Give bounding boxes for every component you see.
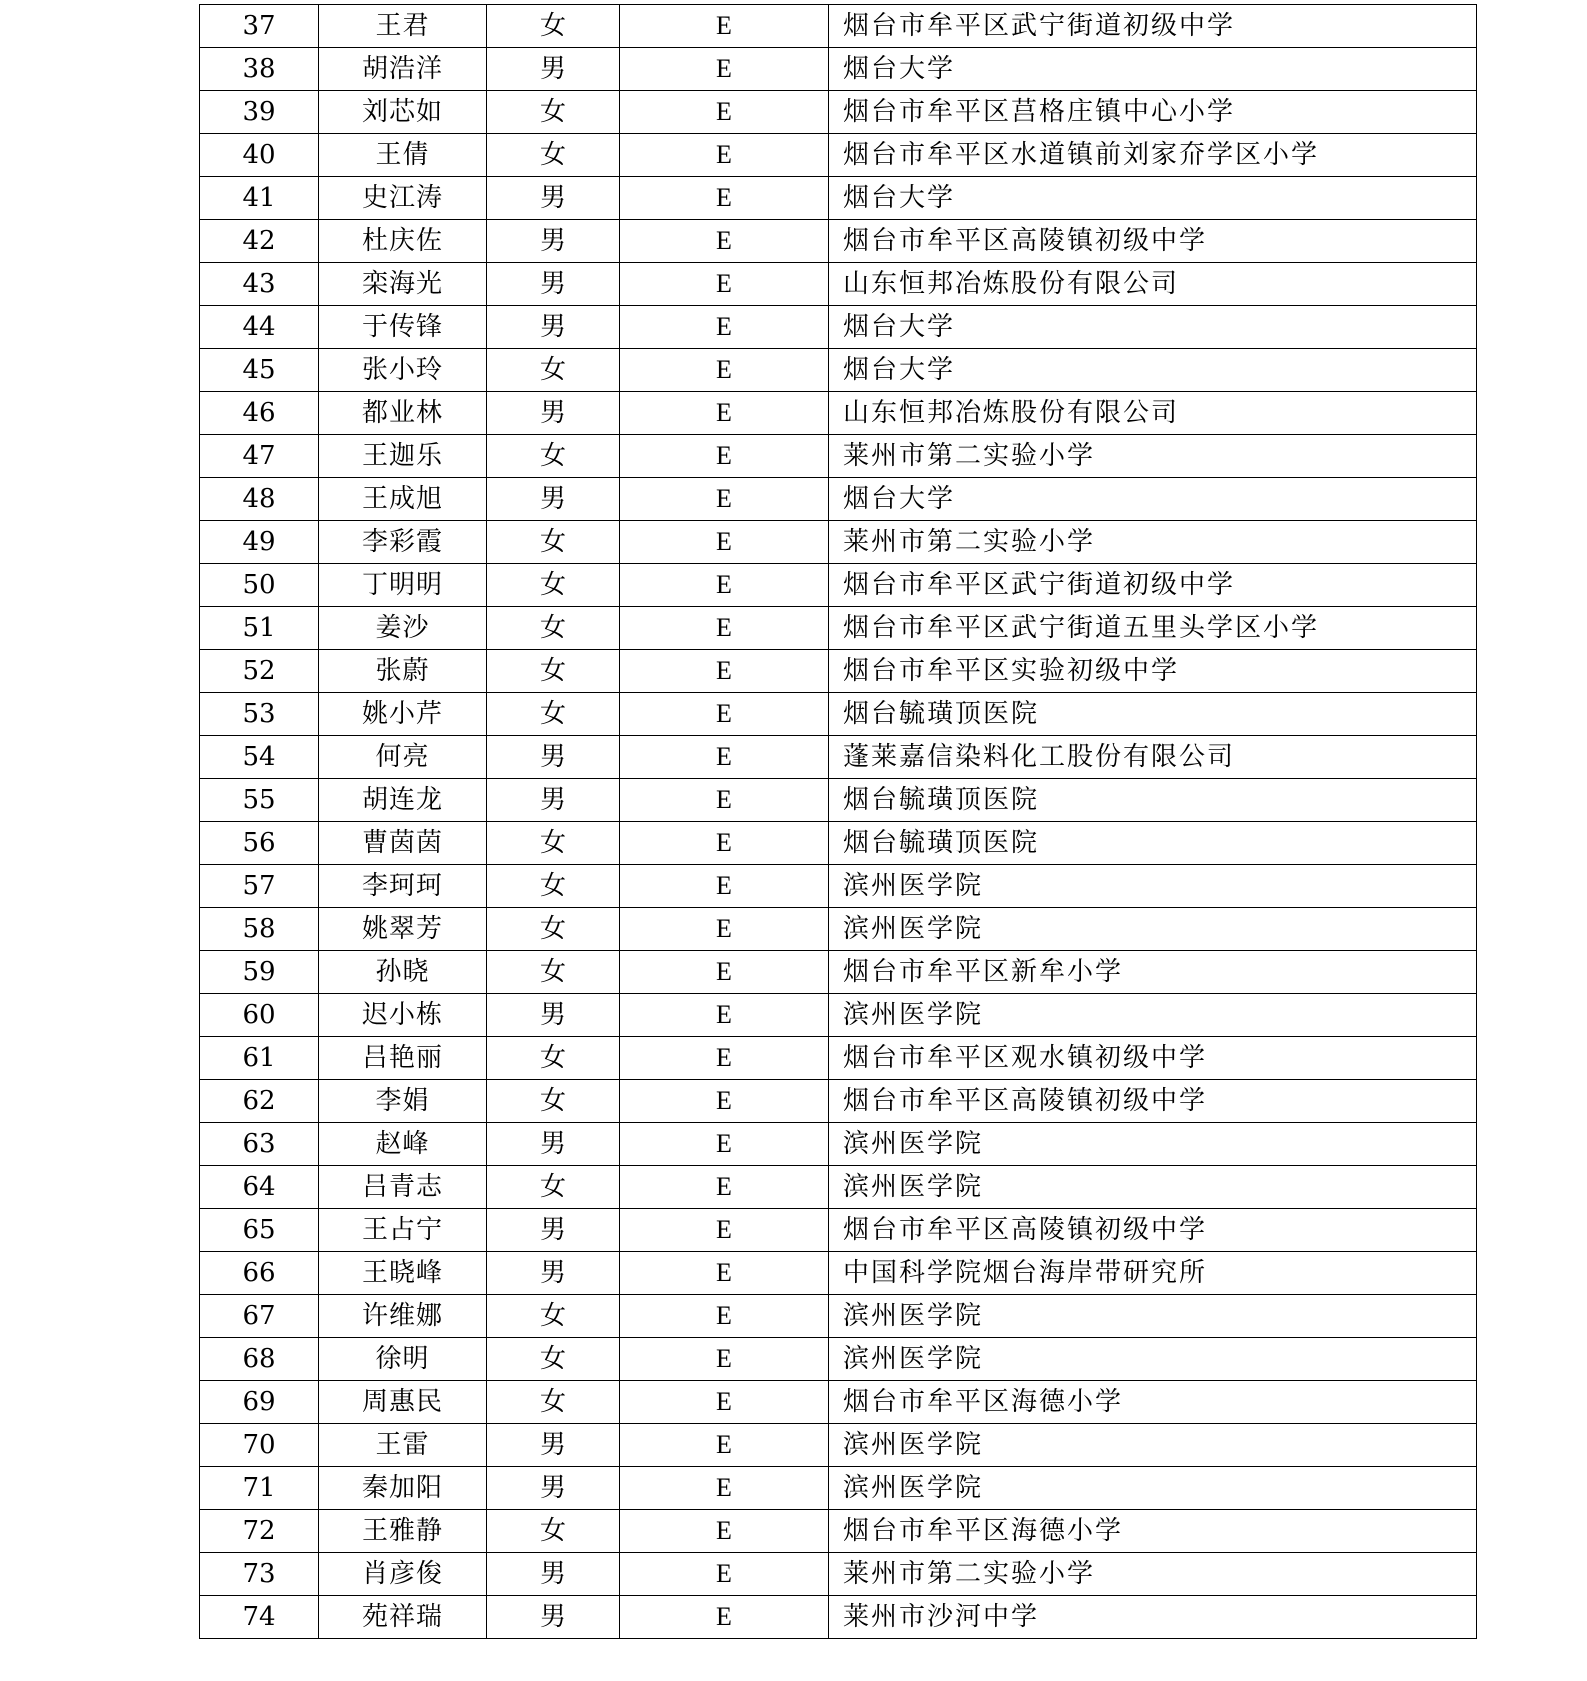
organization-cell: 烟台毓璜顶医院	[829, 822, 1477, 865]
organization-cell: 烟台市牟平区高陵镇初级中学	[829, 1080, 1477, 1123]
person-name: 张蔚	[319, 650, 487, 693]
person-name: 孙晓	[319, 951, 487, 994]
row-number: 50	[200, 564, 319, 607]
person-name: 王雅静	[319, 1510, 487, 1553]
grade-cell: E	[620, 91, 829, 134]
row-number: 44	[200, 306, 319, 349]
person-name: 姚翠芳	[319, 908, 487, 951]
person-name: 秦加阳	[319, 1467, 487, 1510]
organization-cell: 山东恒邦冶炼股份有限公司	[829, 263, 1477, 306]
person-name: 苑祥瑞	[319, 1596, 487, 1639]
gender-cell: 女	[487, 908, 620, 951]
row-number: 52	[200, 650, 319, 693]
gender-cell: 男	[487, 736, 620, 779]
grade-cell: E	[620, 865, 829, 908]
table-row	[200, 349, 1477, 392]
gender-cell: 女	[487, 521, 620, 564]
table-row	[200, 478, 1477, 521]
organization-cell: 滨州医学院	[829, 1424, 1477, 1467]
grade-cell: E	[620, 607, 829, 650]
gender-cell: 女	[487, 693, 620, 736]
row-number: 43	[200, 263, 319, 306]
organization-cell: 烟台毓璜顶医院	[829, 779, 1477, 822]
gender-cell: 女	[487, 1080, 620, 1123]
person-name: 肖彦俊	[319, 1553, 487, 1596]
organization-cell: 滨州医学院	[829, 1295, 1477, 1338]
person-name: 史江涛	[319, 177, 487, 220]
person-name: 曹茵茵	[319, 822, 487, 865]
table-row	[200, 1166, 1477, 1209]
row-number: 58	[200, 908, 319, 951]
grade-cell: E	[620, 1037, 829, 1080]
table-row	[200, 736, 1477, 779]
table-row	[200, 1424, 1477, 1467]
row-number: 51	[200, 607, 319, 650]
row-number: 74	[200, 1596, 319, 1639]
person-name: 吕青志	[319, 1166, 487, 1209]
organization-cell: 滨州医学院	[829, 1338, 1477, 1381]
person-name: 丁明明	[319, 564, 487, 607]
organization-cell: 莱州市沙河中学	[829, 1596, 1477, 1639]
row-number: 65	[200, 1209, 319, 1252]
table-row	[200, 1209, 1477, 1252]
grade-cell: E	[620, 48, 829, 91]
organization-cell: 蓬莱嘉信染料化工股份有限公司	[829, 736, 1477, 779]
table-row	[200, 908, 1477, 951]
gender-cell: 女	[487, 1338, 620, 1381]
person-name: 王晓峰	[319, 1252, 487, 1295]
table-row	[200, 1252, 1477, 1295]
person-name: 王成旭	[319, 478, 487, 521]
organization-cell: 烟台大学	[829, 478, 1477, 521]
row-number: 70	[200, 1424, 319, 1467]
table-row	[200, 564, 1477, 607]
person-name: 胡连龙	[319, 779, 487, 822]
organization-cell: 烟台市牟平区高陵镇初级中学	[829, 220, 1477, 263]
organization-cell: 莱州市第二实验小学	[829, 435, 1477, 478]
gender-cell: 男	[487, 1424, 620, 1467]
gender-cell: 男	[487, 1467, 620, 1510]
grade-cell: E	[620, 263, 829, 306]
roster-body	[200, 5, 1477, 1639]
organization-cell: 滨州医学院	[829, 1123, 1477, 1166]
grade-cell: E	[620, 1424, 829, 1467]
person-name: 胡浩洋	[319, 48, 487, 91]
row-number: 61	[200, 1037, 319, 1080]
person-name: 王君	[319, 5, 487, 48]
organization-cell: 烟台市牟平区高陵镇初级中学	[829, 1209, 1477, 1252]
row-number: 46	[200, 392, 319, 435]
row-number: 38	[200, 48, 319, 91]
gender-cell: 女	[487, 564, 620, 607]
row-number: 48	[200, 478, 319, 521]
row-number: 42	[200, 220, 319, 263]
grade-cell: E	[620, 1166, 829, 1209]
grade-cell: E	[620, 736, 829, 779]
person-name: 王雷	[319, 1424, 487, 1467]
gender-cell: 女	[487, 951, 620, 994]
person-name: 李彩霞	[319, 521, 487, 564]
organization-cell: 滨州医学院	[829, 1467, 1477, 1510]
gender-cell: 女	[487, 91, 620, 134]
person-name: 姚小芹	[319, 693, 487, 736]
grade-cell: E	[620, 478, 829, 521]
grade-cell: E	[620, 177, 829, 220]
organization-cell: 烟台市牟平区武宁街道初级中学	[829, 564, 1477, 607]
table-row	[200, 607, 1477, 650]
grade-cell: E	[620, 1080, 829, 1123]
row-number: 72	[200, 1510, 319, 1553]
row-number: 59	[200, 951, 319, 994]
organization-cell: 烟台大学	[829, 349, 1477, 392]
organization-cell: 烟台市牟平区海德小学	[829, 1381, 1477, 1424]
table-row	[200, 1510, 1477, 1553]
table-row	[200, 1338, 1477, 1381]
table-row	[200, 48, 1477, 91]
table-row	[200, 5, 1477, 48]
gender-cell: 女	[487, 650, 620, 693]
roster-table	[199, 4, 1477, 1639]
row-number: 41	[200, 177, 319, 220]
gender-cell: 男	[487, 306, 620, 349]
row-number: 68	[200, 1338, 319, 1381]
grade-cell: E	[620, 1467, 829, 1510]
gender-cell: 女	[487, 822, 620, 865]
gender-cell: 男	[487, 263, 620, 306]
gender-cell: 女	[487, 1295, 620, 1338]
grade-cell: E	[620, 1510, 829, 1553]
organization-cell: 莱州市第二实验小学	[829, 1553, 1477, 1596]
organization-cell: 中国科学院烟台海岸带研究所	[829, 1252, 1477, 1295]
row-number: 64	[200, 1166, 319, 1209]
gender-cell: 女	[487, 435, 620, 478]
grade-cell: E	[620, 951, 829, 994]
gender-cell: 男	[487, 392, 620, 435]
grade-cell: E	[620, 994, 829, 1037]
organization-cell: 烟台市牟平区实验初级中学	[829, 650, 1477, 693]
table-row	[200, 1596, 1477, 1639]
table-row	[200, 263, 1477, 306]
table-row	[200, 1295, 1477, 1338]
gender-cell: 男	[487, 1209, 620, 1252]
grade-cell: E	[620, 220, 829, 263]
person-name: 何亮	[319, 736, 487, 779]
grade-cell: E	[620, 908, 829, 951]
gender-cell: 男	[487, 1596, 620, 1639]
gender-cell: 男	[487, 478, 620, 521]
row-number: 69	[200, 1381, 319, 1424]
gender-cell: 女	[487, 1510, 620, 1553]
table-row	[200, 1553, 1477, 1596]
person-name: 周惠民	[319, 1381, 487, 1424]
row-number: 57	[200, 865, 319, 908]
person-name: 赵峰	[319, 1123, 487, 1166]
grade-cell: E	[620, 392, 829, 435]
organization-cell: 烟台大学	[829, 48, 1477, 91]
person-name: 杜庆佐	[319, 220, 487, 263]
table-row	[200, 1037, 1477, 1080]
table-row	[200, 650, 1477, 693]
grade-cell: E	[620, 134, 829, 177]
table-row	[200, 220, 1477, 263]
grade-cell: E	[620, 521, 829, 564]
table-row	[200, 865, 1477, 908]
person-name: 王迦乐	[319, 435, 487, 478]
person-name: 都业林	[319, 392, 487, 435]
gender-cell: 男	[487, 220, 620, 263]
grade-cell: E	[620, 1295, 829, 1338]
gender-cell: 女	[487, 134, 620, 177]
table-row	[200, 822, 1477, 865]
row-number: 45	[200, 349, 319, 392]
person-name: 于传锋	[319, 306, 487, 349]
person-name: 刘芯如	[319, 91, 487, 134]
grade-cell: E	[620, 650, 829, 693]
gender-cell: 男	[487, 994, 620, 1037]
gender-cell: 女	[487, 607, 620, 650]
table-row	[200, 392, 1477, 435]
row-number: 55	[200, 779, 319, 822]
grade-cell: E	[620, 435, 829, 478]
organization-cell: 烟台大学	[829, 177, 1477, 220]
row-number: 37	[200, 5, 319, 48]
grade-cell: E	[620, 693, 829, 736]
row-number: 40	[200, 134, 319, 177]
organization-cell: 烟台市牟平区新牟小学	[829, 951, 1477, 994]
organization-cell: 烟台市牟平区武宁街道五里头学区小学	[829, 607, 1477, 650]
grade-cell: E	[620, 564, 829, 607]
table-row	[200, 951, 1477, 994]
grade-cell: E	[620, 5, 829, 48]
organization-cell: 莱州市第二实验小学	[829, 521, 1477, 564]
row-number: 62	[200, 1080, 319, 1123]
gender-cell: 女	[487, 1037, 620, 1080]
row-number: 71	[200, 1467, 319, 1510]
row-number: 66	[200, 1252, 319, 1295]
row-number: 73	[200, 1553, 319, 1596]
table-row	[200, 91, 1477, 134]
person-name: 王占宁	[319, 1209, 487, 1252]
person-name: 徐明	[319, 1338, 487, 1381]
row-number: 47	[200, 435, 319, 478]
row-number: 67	[200, 1295, 319, 1338]
person-name: 迟小栋	[319, 994, 487, 1037]
organization-cell: 烟台市牟平区观水镇初级中学	[829, 1037, 1477, 1080]
person-name: 许维娜	[319, 1295, 487, 1338]
organization-cell: 烟台市牟平区武宁街道初级中学	[829, 5, 1477, 48]
table-row	[200, 1467, 1477, 1510]
table-row	[200, 1080, 1477, 1123]
grade-cell: E	[620, 1123, 829, 1166]
gender-cell: 男	[487, 1123, 620, 1166]
gender-cell: 男	[487, 48, 620, 91]
gender-cell: 女	[487, 865, 620, 908]
table-row	[200, 435, 1477, 478]
table-row	[200, 779, 1477, 822]
table-row	[200, 994, 1477, 1037]
person-name: 吕艳丽	[319, 1037, 487, 1080]
person-name: 栾海光	[319, 263, 487, 306]
row-number: 63	[200, 1123, 319, 1166]
grade-cell: E	[620, 779, 829, 822]
grade-cell: E	[620, 1209, 829, 1252]
person-name: 姜沙	[319, 607, 487, 650]
organization-cell: 烟台大学	[829, 306, 1477, 349]
gender-cell: 男	[487, 177, 620, 220]
table-row	[200, 177, 1477, 220]
table-row	[200, 134, 1477, 177]
table-row	[200, 693, 1477, 736]
gender-cell: 男	[487, 1553, 620, 1596]
organization-cell: 滨州医学院	[829, 994, 1477, 1037]
table-row	[200, 521, 1477, 564]
gender-cell: 女	[487, 349, 620, 392]
grade-cell: E	[620, 1553, 829, 1596]
person-name: 李娟	[319, 1080, 487, 1123]
organization-cell: 烟台市牟平区海德小学	[829, 1510, 1477, 1553]
table-row	[200, 1381, 1477, 1424]
gender-cell: 女	[487, 1166, 620, 1209]
organization-cell: 滨州医学院	[829, 908, 1477, 951]
grade-cell: E	[620, 306, 829, 349]
table-row	[200, 306, 1477, 349]
row-number: 56	[200, 822, 319, 865]
table-row	[200, 1123, 1477, 1166]
gender-cell: 男	[487, 779, 620, 822]
gender-cell: 女	[487, 5, 620, 48]
row-number: 39	[200, 91, 319, 134]
person-name: 王倩	[319, 134, 487, 177]
person-name: 张小玲	[319, 349, 487, 392]
grade-cell: E	[620, 349, 829, 392]
row-number: 54	[200, 736, 319, 779]
row-number: 49	[200, 521, 319, 564]
organization-cell: 滨州医学院	[829, 865, 1477, 908]
organization-cell: 滨州医学院	[829, 1166, 1477, 1209]
grade-cell: E	[620, 822, 829, 865]
row-number: 53	[200, 693, 319, 736]
organization-cell: 烟台毓璜顶医院	[829, 693, 1477, 736]
organization-cell: 烟台市牟平区水道镇前刘家夼学区小学	[829, 134, 1477, 177]
grade-cell: E	[620, 1596, 829, 1639]
gender-cell: 女	[487, 1381, 620, 1424]
grade-cell: E	[620, 1252, 829, 1295]
gender-cell: 男	[487, 1252, 620, 1295]
organization-cell: 烟台市牟平区莒格庄镇中心小学	[829, 91, 1477, 134]
grade-cell: E	[620, 1381, 829, 1424]
organization-cell: 山东恒邦冶炼股份有限公司	[829, 392, 1477, 435]
grade-cell: E	[620, 1338, 829, 1381]
person-name: 李珂珂	[319, 865, 487, 908]
row-number: 60	[200, 994, 319, 1037]
